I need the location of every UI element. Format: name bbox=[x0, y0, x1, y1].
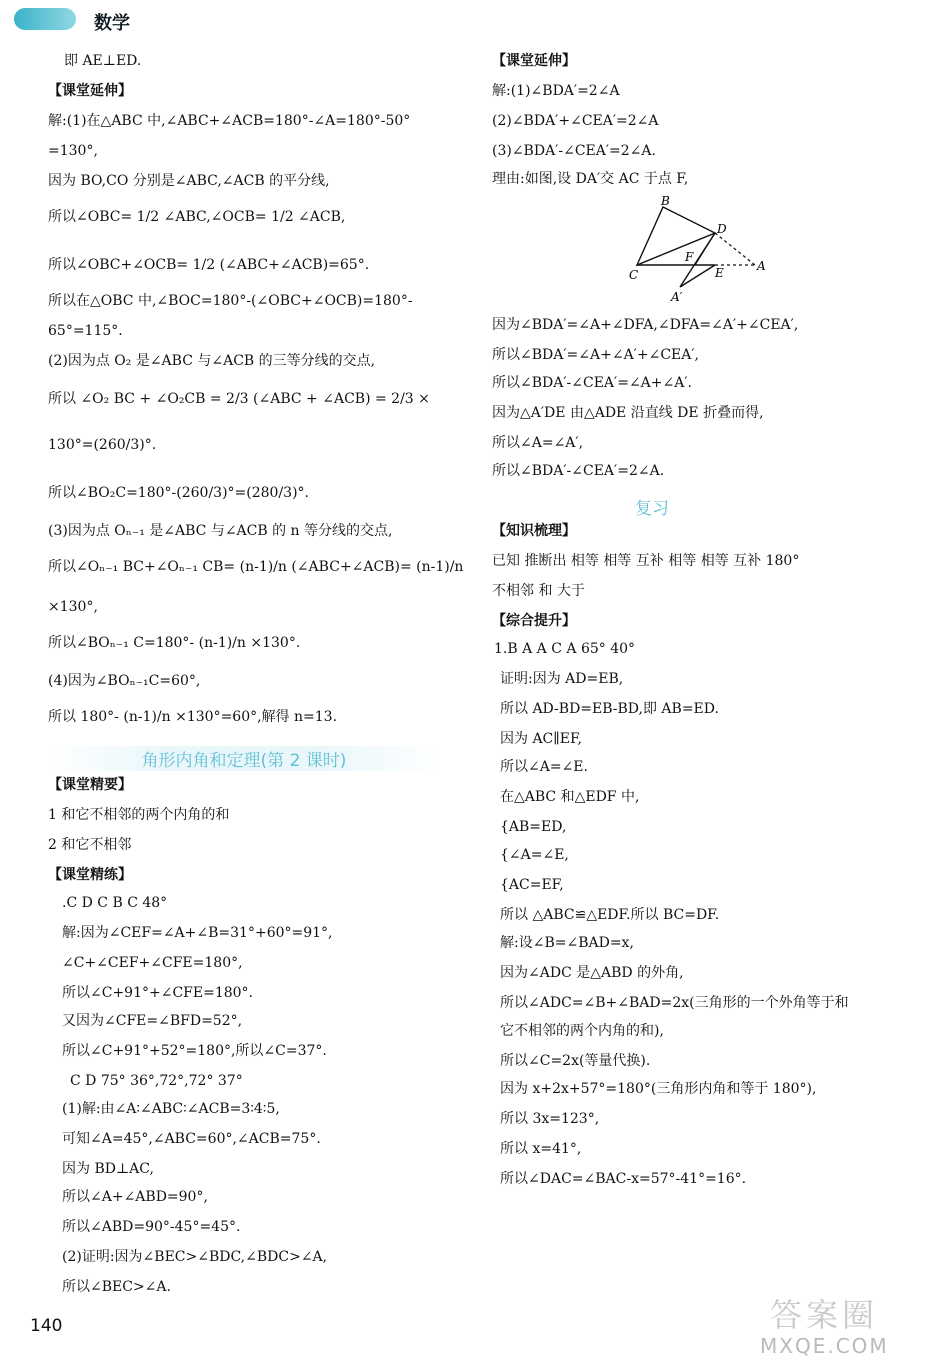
text-line: (2)∠BDA′+∠CEA′=2∠A bbox=[492, 113, 659, 129]
header-subject: 数学 bbox=[94, 13, 130, 34]
figure-dashed-line bbox=[715, 233, 755, 265]
text-line: (2)因为点 O₂ 是∠ABC 与∠ACB 的三等分线的交点, bbox=[48, 353, 376, 369]
text-line: 因为 x+2x+57°=180°(三角形内角和等于 180°), bbox=[500, 1081, 817, 1097]
section-label: 【综合提升】 bbox=[492, 613, 576, 629]
figure-triangle bbox=[637, 207, 715, 265]
text-line: 不相邻 和 大于 bbox=[492, 583, 585, 599]
text-line: 所以∠BDA′-∠CEA′=2∠A. bbox=[492, 463, 665, 479]
text-line: 所以∠Oₙ₋₁ BC+∠Oₙ₋₁ CB= (n-1)/n (∠ABC+∠ACB)= (n-1)/n bbox=[48, 559, 464, 575]
figure-label: D bbox=[717, 222, 727, 236]
text-line: 因为 BD⊥AC, bbox=[62, 1161, 154, 1177]
text-line: 所以∠DAC=∠BAC-x=57°-41°=16°. bbox=[500, 1171, 747, 1187]
text-line: (1)解:由∠A∶∠ABC∶∠ACB=3∶4∶5, bbox=[62, 1101, 280, 1117]
section-title: 复习 bbox=[635, 499, 669, 519]
text-line: 130°=(260/3)°. bbox=[48, 437, 157, 453]
text-line: 所以 △ABC≌△EDF.所以 BC=DF. bbox=[500, 907, 720, 923]
text-line: 所以 ∠O₂ BC + ∠O₂CB = 2/3 (∠ABC + ∠ACB) = 2/3 × bbox=[48, 391, 430, 407]
text-line: 所以∠C+91°+∠CFE=180°. bbox=[62, 985, 253, 1001]
text-line: 即 AE⊥ED. bbox=[64, 53, 142, 69]
figure-line bbox=[680, 265, 715, 287]
text-line: 所以∠C=2x(等量代换). bbox=[500, 1053, 651, 1069]
text-line: {AC=EF, bbox=[500, 877, 564, 893]
text-line: 所以∠BEC>∠A. bbox=[62, 1279, 171, 1295]
figure-label: A′ bbox=[671, 290, 683, 304]
text-line: 证明:因为 AD=EB, bbox=[500, 671, 624, 687]
text-line: 所以∠A=∠A′, bbox=[492, 435, 584, 451]
text-line: 解:因为∠CEF=∠A+∠B=31°+60°=91°, bbox=[62, 925, 333, 941]
figure-label: B bbox=[661, 195, 670, 208]
text-line: 所以∠OBC+∠OCB= 1/2 (∠ABC+∠ACB)=65°. bbox=[48, 257, 370, 273]
text-line: 所以在△OBC 中,∠BOC=180°-(∠OBC+∠OCB)=180°- bbox=[48, 293, 413, 309]
text-line: 解:(1)∠BDA′=2∠A bbox=[492, 83, 620, 99]
text-line: 可知∠A=45°,∠ABC=60°,∠ACB=75°. bbox=[62, 1131, 321, 1147]
text-line: 2 和它不相邻 bbox=[48, 837, 132, 853]
section-label: 【知识梳理】 bbox=[492, 523, 576, 539]
text-line: 所以∠BOₙ₋₁ C=180°- (n-1)/n ×130°. bbox=[48, 635, 301, 651]
text-line: 在△ABC 和△EDF 中, bbox=[500, 789, 640, 805]
text-line: {∠A=∠E, bbox=[500, 847, 569, 863]
text-line: =130°, bbox=[48, 143, 98, 159]
text-line: (4)因为∠BOₙ₋₁C=60°, bbox=[48, 673, 201, 689]
text-line: 所以∠BO₂C=180°-(260/3)°=(280/3)°. bbox=[48, 485, 309, 501]
figure-label: F bbox=[685, 250, 694, 264]
text-line: ∠C+∠CEF+∠CFE=180°, bbox=[62, 955, 243, 971]
text-line: 所以∠BDA′-∠CEA′=∠A+∠A′. bbox=[492, 375, 692, 391]
text-line: .C D C B C 48° bbox=[62, 895, 168, 911]
watermark-text: MXQE.COM bbox=[760, 1334, 889, 1358]
geometry-figure bbox=[625, 195, 775, 305]
section-label: 【课堂延伸】 bbox=[492, 53, 576, 69]
page-number: 140 bbox=[30, 1316, 63, 1336]
text-line: 所以∠C+91°+52°=180°,所以∠C=37°. bbox=[62, 1043, 327, 1059]
text-line: {AB=ED, bbox=[500, 819, 567, 835]
watermark-text: 答案圈 bbox=[770, 1296, 879, 1334]
section-label: 【课堂延伸】 bbox=[48, 83, 132, 99]
text-line: 1 和它不相邻的两个内角的和 bbox=[48, 807, 230, 823]
section-label: 【课堂精练】 bbox=[48, 867, 132, 883]
text-line: 所以∠BDA′=∠A+∠A′+∠CEA′, bbox=[492, 347, 699, 363]
text-line: 所以 AD-BD=EB-BD,即 AB=ED. bbox=[500, 701, 719, 717]
text-line: 因为∠ADC 是△ABD 的外角, bbox=[500, 965, 684, 981]
text-line: C D 75° 36°,72°,72° 37° bbox=[70, 1073, 243, 1089]
text-line: 因为∠BDA′=∠A+∠DFA,∠DFA=∠A′+∠CEA′, bbox=[492, 317, 799, 333]
text-line: 所以∠ABD=90°-45°=45°. bbox=[62, 1219, 241, 1235]
text-line: 所以∠OBC= 1/2 ∠ABC,∠OCB= 1/2 ∠ACB, bbox=[48, 209, 346, 225]
text-line: 已知 推断出 相等 相等 互补 相等 相等 互补 180° bbox=[492, 553, 800, 569]
text-line: ×130°, bbox=[48, 599, 98, 615]
text-line: 所以 3x=123°, bbox=[500, 1111, 600, 1127]
figure-label: E bbox=[715, 266, 724, 280]
text-line: 因为 AC∥EF, bbox=[500, 731, 582, 747]
text-line: 所以∠A=∠E. bbox=[500, 759, 588, 775]
header-logo bbox=[14, 8, 76, 30]
text-line: 所以 x=41°, bbox=[500, 1141, 582, 1157]
text-line: 所以∠ADC=∠B+∠BAD=2x(三角形的一个外角等于和 bbox=[500, 995, 849, 1011]
text-line: (3)∠BDA′-∠CEA′=2∠A. bbox=[492, 143, 656, 159]
section-label: 【课堂精要】 bbox=[48, 777, 132, 793]
text-line: 所以∠A+∠ABD=90°, bbox=[62, 1189, 208, 1205]
text-line: 1.B A A C A 65° 40° bbox=[494, 641, 636, 657]
text-line: 又因为∠CFE=∠BFD=52°, bbox=[62, 1013, 243, 1029]
figure-label: C bbox=[629, 268, 639, 282]
watermark-logo bbox=[748, 1290, 928, 1360]
text-line: (3)因为点 Oₙ₋₁ 是∠ABC 与∠ACB 的 n 等分线的交点, bbox=[48, 523, 393, 539]
text-line: (2)证明:因为∠BEC>∠BDC,∠BDC>∠A, bbox=[62, 1249, 328, 1265]
text-line: 解:(1)在△ABC 中,∠ABC+∠ACB=180°-∠A=180°-50° bbox=[48, 113, 411, 129]
figure-label: A bbox=[757, 259, 766, 273]
text-line: 因为 BO,CO 分别是∠ABC,∠ACB 的平分线, bbox=[48, 173, 330, 189]
text-line: 理由:如图,设 DA′交 AC 于点 F, bbox=[492, 171, 689, 187]
text-line: 65°=115°. bbox=[48, 323, 123, 339]
text-line: 因为△A′DE 由△ADE 沿直线 DE 折叠而得, bbox=[492, 405, 764, 421]
text-line: 它不相邻的两个内角的和), bbox=[500, 1023, 664, 1039]
page-header bbox=[14, 6, 314, 34]
section-title: 角形内角和定理(第 2 课时) bbox=[48, 746, 440, 771]
text-line: 解:设∠B=∠BAD=x, bbox=[500, 935, 634, 951]
text-line: 所以 180°- (n-1)/n ×130°=60°,解得 n=13. bbox=[48, 709, 338, 725]
